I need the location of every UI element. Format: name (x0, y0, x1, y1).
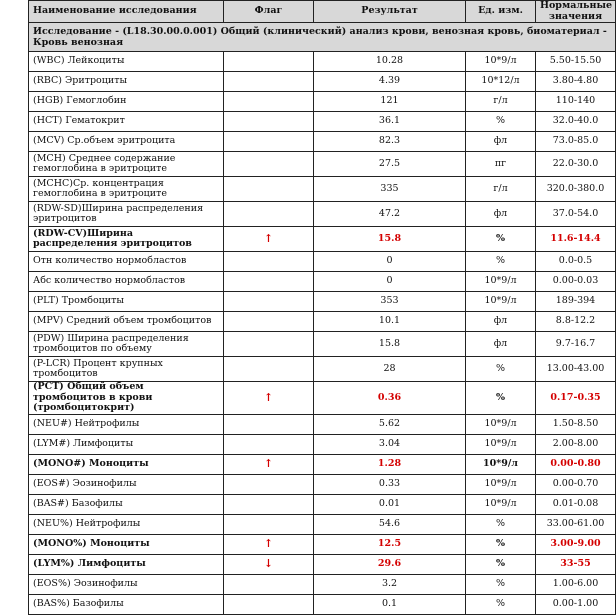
flag-indicator (224, 574, 314, 594)
result-value: 54.6 (314, 514, 466, 534)
test-name: (MCH) Среднее содержание гемоглобина в эритроците (29, 152, 224, 177)
flag-indicator (224, 202, 314, 227)
unit-value: 10*9/л (466, 494, 536, 514)
normal-range: 73.0-85.0 (536, 132, 616, 152)
flag-indicator: ↑ (224, 382, 314, 415)
flag-indicator: ↑ (224, 227, 314, 252)
unit-value: г/л (466, 177, 536, 202)
test-name: (LYM%) Лимфоциты (29, 554, 224, 574)
result-value: 1.28 (314, 454, 466, 474)
test-name: (MCV) Ср.объем эритроцита (29, 132, 224, 152)
result-value: 335 (314, 177, 466, 202)
result-value: 27.5 (314, 152, 466, 177)
test-name: (LYM#) Лимфоциты (29, 434, 224, 454)
unit-value: % (466, 227, 536, 252)
table-row (29, 292, 616, 312)
normal-range: 0.00-1.00 (536, 594, 616, 614)
test-name: (PLT) Тромбоциты (29, 292, 224, 312)
result-value: 0 (314, 252, 466, 272)
table-row (29, 574, 616, 594)
result-value: 3.04 (314, 434, 466, 454)
flag-indicator (224, 272, 314, 292)
normal-range: 0.0-0.5 (536, 252, 616, 272)
table-row (29, 227, 616, 252)
normal-range: 3.00-9.00 (536, 534, 616, 554)
table-row (29, 357, 616, 382)
result-value: 10.28 (314, 52, 466, 72)
result-value: 121 (314, 92, 466, 112)
unit-value: % (466, 594, 536, 614)
table-row (29, 272, 616, 292)
test-name: (NEU#) Нейтрофилы (29, 414, 224, 434)
test-name: (PDW) Ширина распределения тромбоцитов по объему (29, 332, 224, 357)
result-value: 0.01 (314, 494, 466, 514)
normal-range: 8.8-12.2 (536, 312, 616, 332)
normal-range: 0.01-0.08 (536, 494, 616, 514)
test-name: (MONO%) Моноциты (29, 534, 224, 554)
unit-value: 10*9/л (466, 292, 536, 312)
blood-test-table (28, 0, 616, 615)
unit-value: 10*9/л (466, 272, 536, 292)
unit-value: г/л (466, 92, 536, 112)
test-name: (WBC) Лейкоциты (29, 52, 224, 72)
normal-range: 1.00-6.00 (536, 574, 616, 594)
result-value: 353 (314, 292, 466, 312)
normal-range: 1.50-8.50 (536, 414, 616, 434)
flag-indicator (224, 434, 314, 454)
unit-value: 10*9/л (466, 52, 536, 72)
unit-value: фл (466, 132, 536, 152)
flag-indicator (224, 152, 314, 177)
result-value: 3.2 (314, 574, 466, 594)
unit-value: фл (466, 312, 536, 332)
test-name: (BAS#) Базофилы (29, 494, 224, 514)
table-row (29, 474, 616, 494)
normal-range: 37.0-54.0 (536, 202, 616, 227)
section-title: Исследование - (L18.30.00.0.001) Общий (клинический) анализ крови, венозная кровь, биоматериал - Кровь венозная (29, 23, 616, 52)
flag-indicator: ↓ (224, 554, 314, 574)
result-value: 29.6 (314, 554, 466, 574)
test-name: (EOS#) Эозинофилы (29, 474, 224, 494)
test-name: (EOS%) Эозинофилы (29, 574, 224, 594)
flag-indicator: ↑ (224, 534, 314, 554)
flag-indicator (224, 414, 314, 434)
left-margin (0, 0, 28, 600)
table-header-row (29, 1, 616, 23)
unit-value: пг (466, 152, 536, 177)
table-row (29, 312, 616, 332)
result-value: 36.1 (314, 112, 466, 132)
test-name: (RBC) Эритроциты (29, 72, 224, 92)
test-name: (HCT) Гематокрит (29, 112, 224, 132)
table-row (29, 554, 616, 574)
result-value: 0.33 (314, 474, 466, 494)
test-name: (HGB) Гемоглобин (29, 92, 224, 112)
flag-indicator: ↑ (224, 454, 314, 474)
result-value: 5.62 (314, 414, 466, 434)
table-row (29, 534, 616, 554)
header-norm: Нормальные значения (536, 1, 616, 23)
result-value: 0.1 (314, 594, 466, 614)
table-row (29, 514, 616, 534)
unit-value: 10*9/л (466, 454, 536, 474)
result-value: 12.5 (314, 534, 466, 554)
unit-value: фл (466, 202, 536, 227)
normal-range: 110-140 (536, 92, 616, 112)
result-value: 82.3 (314, 132, 466, 152)
flag-indicator (224, 474, 314, 494)
flag-indicator (224, 72, 314, 92)
header-name: Наименование исследования (29, 1, 224, 23)
normal-range: 0.00-0.70 (536, 474, 616, 494)
test-name: (P-LCR) Процент крупных тромбоцитов (29, 357, 224, 382)
test-name: (PCT) Общий объем тромбоцитов в крови (тромбоцитокрит) (29, 382, 224, 415)
flag-indicator (224, 332, 314, 357)
table-row (29, 494, 616, 514)
normal-range: 11.6-14.4 (536, 227, 616, 252)
unit-value: % (466, 574, 536, 594)
flag-indicator (224, 514, 314, 534)
table-row (29, 202, 616, 227)
table-row (29, 382, 616, 415)
table-row (29, 152, 616, 177)
normal-range: 5.50-15.50 (536, 52, 616, 72)
table-row (29, 332, 616, 357)
normal-range: 0.00-0.80 (536, 454, 616, 474)
unit-value: % (466, 554, 536, 574)
table-row (29, 92, 616, 112)
normal-range: 0.00-0.03 (536, 272, 616, 292)
normal-range: 33.00-61.00 (536, 514, 616, 534)
header-flag: Флаг (224, 1, 314, 23)
unit-value: 10*9/л (466, 434, 536, 454)
unit-value: 10*12/л (466, 72, 536, 92)
result-value: 4.39 (314, 72, 466, 92)
table-row (29, 414, 616, 434)
normal-range: 32.0-40.0 (536, 112, 616, 132)
normal-range: 0.17-0.35 (536, 382, 616, 415)
test-name: (MPV) Средний объем тромбоцитов (29, 312, 224, 332)
test-name: (MCHC)Ср. концентрация гемоглобина в эритроците (29, 177, 224, 202)
result-value: 28 (314, 357, 466, 382)
normal-range: 33-55 (536, 554, 616, 574)
table-row (29, 112, 616, 132)
header-result: Результат (314, 1, 466, 23)
table-row (29, 434, 616, 454)
flag-indicator (224, 177, 314, 202)
flag-indicator (224, 494, 314, 514)
table-row (29, 52, 616, 72)
unit-value: 10*9/л (466, 414, 536, 434)
normal-range: 3.80-4.80 (536, 72, 616, 92)
normal-range: 2.00-8.00 (536, 434, 616, 454)
unit-value: % (466, 357, 536, 382)
unit-value: % (466, 112, 536, 132)
flag-indicator (224, 252, 314, 272)
flag-indicator (224, 92, 314, 112)
test-name: (RDW-SD)Ширина распределения эритроцитов (29, 202, 224, 227)
normal-range: 13.00-43.00 (536, 357, 616, 382)
table-row (29, 132, 616, 152)
test-name: (RDW-CV)Ширина распределения эритроцитов (29, 227, 224, 252)
result-value: 0 (314, 272, 466, 292)
flag-indicator (224, 594, 314, 614)
flag-indicator (224, 357, 314, 382)
flag-indicator (224, 52, 314, 72)
test-name: (BAS%) Базофилы (29, 594, 224, 614)
result-value: 0.36 (314, 382, 466, 415)
table-row (29, 72, 616, 92)
unit-value: % (466, 382, 536, 415)
flag-indicator (224, 312, 314, 332)
normal-range: 22.0-30.0 (536, 152, 616, 177)
test-name: (NEU%) Нейтрофилы (29, 514, 224, 534)
unit-value: фл (466, 332, 536, 357)
unit-value: % (466, 514, 536, 534)
result-value: 15.8 (314, 227, 466, 252)
test-name: Отн количество нормобластов (29, 252, 224, 272)
unit-value: 10*9/л (466, 474, 536, 494)
unit-value: % (466, 534, 536, 554)
table-row (29, 177, 616, 202)
table-row (29, 454, 616, 474)
result-value: 47.2 (314, 202, 466, 227)
section-row (29, 23, 616, 52)
table-row (29, 252, 616, 272)
flag-indicator (224, 112, 314, 132)
header-unit: Ед. изм. (466, 1, 536, 23)
unit-value: % (466, 252, 536, 272)
flag-indicator (224, 132, 314, 152)
flag-indicator (224, 292, 314, 312)
normal-range: 189-394 (536, 292, 616, 312)
table-row (29, 594, 616, 614)
normal-range: 9.7-16.7 (536, 332, 616, 357)
result-value: 15.8 (314, 332, 466, 357)
result-value: 10.1 (314, 312, 466, 332)
test-name: (MONO#) Моноциты (29, 454, 224, 474)
normal-range: 320.0-380.0 (536, 177, 616, 202)
test-name: Абс количество нормобластов (29, 272, 224, 292)
